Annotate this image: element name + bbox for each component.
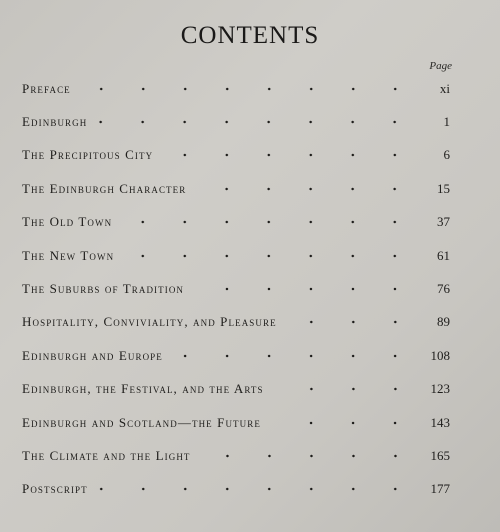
toc-list	[22, 72, 450, 506]
toc-entry-page: 37	[437, 214, 450, 230]
toc-entry-page: 76	[437, 281, 450, 297]
dot-leader	[97, 115, 420, 129]
toc-entry[interactable]	[22, 306, 450, 339]
toc-entry[interactable]	[22, 239, 450, 272]
toc-entry[interactable]	[22, 373, 450, 406]
toc-entry-page: 177	[430, 481, 450, 497]
toc-entry-page: 1	[443, 114, 450, 130]
dot-leader	[194, 282, 420, 296]
dot-leader	[201, 449, 420, 463]
toc-entry-title: The New Town	[22, 247, 115, 263]
toc-entry[interactable]	[22, 105, 450, 138]
toc-entry-page: 165	[430, 447, 450, 463]
dot-leader	[196, 182, 420, 196]
dot-leader	[274, 382, 420, 396]
toc-entry-page: 15	[437, 180, 450, 196]
toc-entry[interactable]	[22, 72, 450, 105]
toc-entry[interactable]	[22, 139, 450, 172]
toc-entry-page: xi	[439, 80, 450, 96]
toc-entry-title: Edinburgh and Europe	[22, 347, 163, 363]
dot-leader	[122, 215, 420, 229]
toc-entry-page: 89	[437, 314, 450, 330]
toc-entry[interactable]	[22, 339, 450, 372]
toc-entry-title: Postscript	[22, 481, 88, 497]
toc-entry[interactable]	[22, 473, 450, 506]
toc-entry-title: Edinburgh	[22, 114, 88, 130]
toc-entry-page: 61	[437, 247, 450, 263]
toc-entry[interactable]	[22, 206, 450, 239]
dot-leader	[124, 249, 420, 263]
dot-leader	[173, 349, 420, 363]
toc-entry-title: The Climate and the Light	[22, 447, 191, 463]
toc-entry-title: Edinburgh and Scotland—the Future	[22, 414, 261, 430]
toc-entry[interactable]	[22, 406, 450, 439]
dot-leader	[271, 416, 420, 430]
toc-entry-title: The Suburbs of Tradition	[22, 281, 185, 297]
dot-leader	[81, 82, 420, 96]
toc-entry[interactable]	[22, 272, 450, 305]
toc-entry-title: The Precipitous City	[22, 147, 154, 163]
toc-entry-title: The Old Town	[22, 214, 113, 230]
page-column-label: Page	[429, 60, 452, 72]
dot-leader	[98, 482, 420, 496]
toc-entry-title: The Edinburgh Character	[22, 180, 187, 196]
toc-entry-page: 143	[430, 414, 450, 430]
toc-entry[interactable]	[22, 439, 450, 472]
toc-entry-title: Preface	[22, 80, 71, 96]
toc-entry-page: 6	[443, 147, 450, 163]
toc-entry-page: 123	[430, 381, 450, 397]
toc-entry-title: Hospitality, Conviviality, and Pleasure	[22, 314, 277, 330]
toc-entry-title: Edinburgh, the Festival, and the Arts	[22, 381, 264, 397]
dot-leader	[287, 315, 420, 329]
page-title: CONTENTS	[180, 22, 320, 49]
toc-entry-page: 108	[430, 347, 450, 363]
toc-entry[interactable]	[22, 172, 450, 205]
dot-leader	[163, 148, 420, 162]
